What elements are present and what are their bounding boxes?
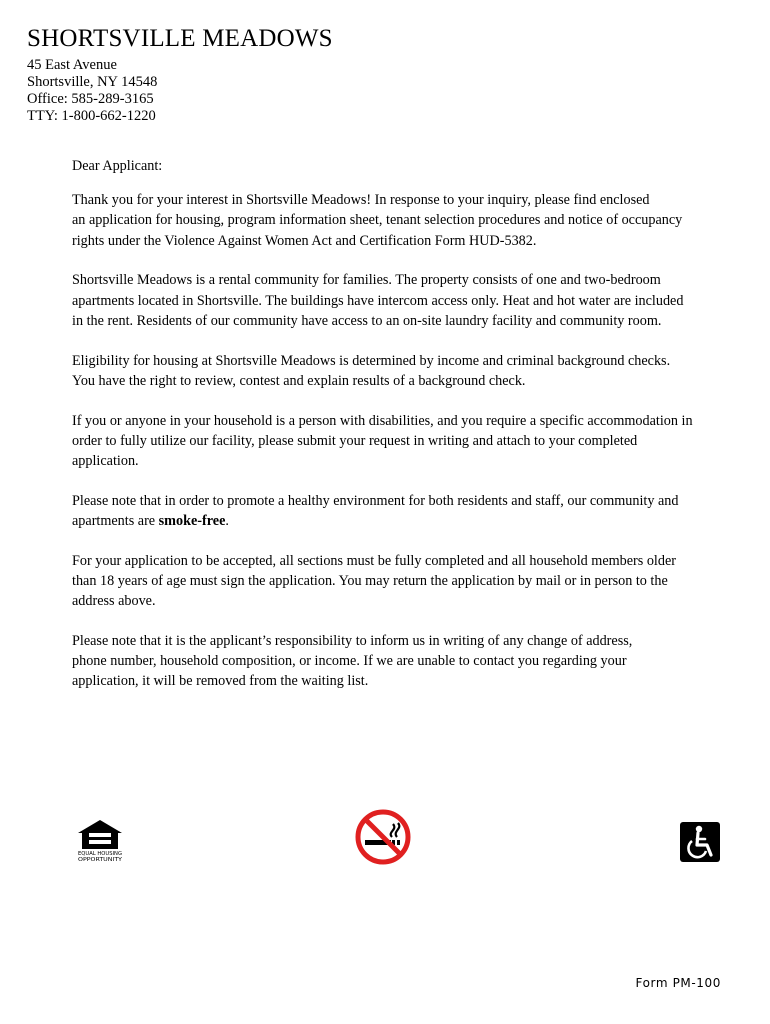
text-line: [72, 511, 740, 531]
paragraph-completion: [72, 551, 740, 612]
text-line: in the rent. Residents of our community have access to an on-site laundry facility and community room.: [72, 312, 662, 329]
equal-housing-icon: [75, 818, 125, 862]
text-line: rights under the Violence Against Women Act and Certification Form HUD-5382.: [72, 232, 537, 249]
address-street: 45 East Avenue: [27, 57, 117, 73]
text-line: Shortsville Meadows is a rental community for families. The property consists of one and two-bedroom: [72, 272, 661, 289]
text-line: an application for housing, program information sheet, tenant selection procedures and notice of occupancy: [72, 212, 683, 229]
organization-name: SHORTSVILLE MEADOWS: [27, 25, 333, 52]
text-line: phone number, household composition, or income. If we are unable to contact you regarding your: [72, 653, 627, 670]
text-line: than 18 years of age must sign the application. You may return the application by mail or in person to the: [72, 573, 668, 590]
letter-body: [72, 156, 740, 711]
office-phone: Office: 585-289-3165: [27, 91, 154, 107]
text-line: apartments located in Shortsville. The buildings have intercom access only. Heat and hot water are included: [72, 292, 684, 309]
smoke-free-prefix: apartments are: [72, 513, 159, 530]
text-line: application, it will be removed from the waiting list.: [72, 673, 369, 690]
tty-phone: TTY: 1-800-662-1220: [27, 108, 156, 124]
text-line: application.: [72, 453, 139, 470]
paragraph-smoke-free: [72, 491, 740, 531]
text-line: order to fully utilize our facility, please submit your request in writing and attach to your completed: [72, 432, 638, 449]
paragraph-responsibility: [72, 631, 740, 692]
text-line: Please note that it is the applicant’s responsibility to inform us in writing of any change of address,: [72, 633, 633, 650]
text-line: You have the right to review, contest and explain results of a background check.: [72, 372, 526, 389]
letterhead: [27, 24, 333, 125]
paragraph-eligibility: [72, 351, 740, 391]
paragraph-accommodation: [72, 411, 740, 472]
salutation: Dear Applicant:: [72, 158, 163, 174]
text-line: Thank you for your interest in Shortsville Meadows! In response to your inquiry, please find enclosed: [72, 192, 650, 209]
text-line: Eligibility for housing at Shortsville Meadows is determined by income and criminal background checks.: [72, 352, 671, 369]
text-line: Please note that in order to promote a healthy environment for both residents and staff, our community and: [72, 492, 679, 509]
paragraph-intro: [72, 190, 740, 251]
text-line: For your application to be accepted, all sections must be fully completed and all household members older: [72, 552, 676, 569]
smoke-free-emphasis: smoke-free: [158, 513, 226, 530]
wheelchair-accessible-icon: [680, 822, 720, 862]
address-city: Shortsville, NY 14548: [27, 74, 158, 90]
text-line: address above.: [72, 593, 156, 610]
paragraph-property: [72, 270, 740, 331]
svg-text:OPPORTUNITY: OPPORTUNITY: [78, 857, 124, 862]
no-smoking-icon: [354, 808, 412, 866]
text-line: If you or anyone in your household is a person with disabilities, and you require a specific accommodation in: [72, 412, 693, 429]
svg-text:EQUAL HOUSING: EQUAL HOUSING: [78, 851, 123, 857]
smoke-free-suffix: .: [225, 513, 229, 530]
form-id: Form PM-100: [635, 976, 721, 990]
